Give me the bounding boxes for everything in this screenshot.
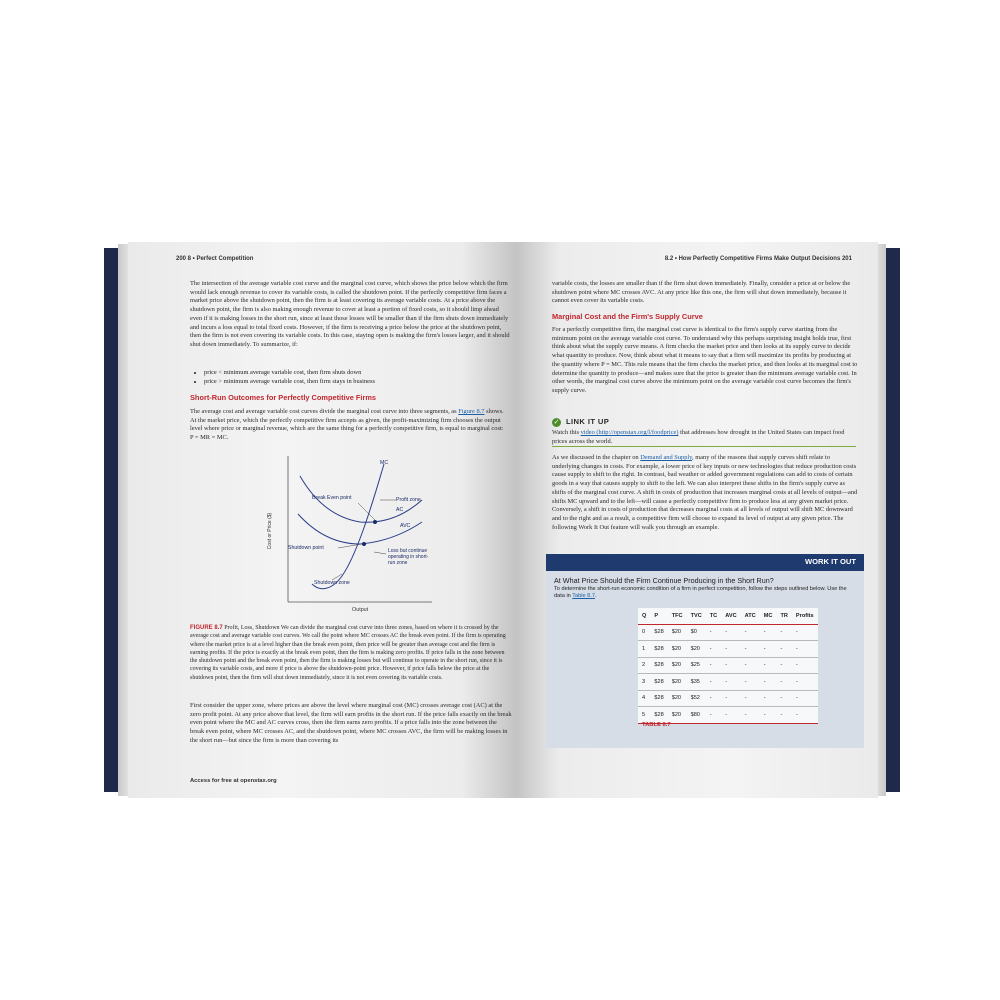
instructions-text-b: . <box>594 593 597 600</box>
table-cell: - <box>792 690 818 707</box>
break-even-point-marker <box>373 520 377 524</box>
para3-text-a: As we discussed in the chapter on <box>552 454 639 461</box>
table-cell: - <box>792 657 818 674</box>
table-cell: - <box>741 657 760 674</box>
table-cell: - <box>721 707 740 724</box>
table-cell: - <box>741 624 760 641</box>
page-footer: Access for free at openstax.org <box>190 778 277 784</box>
column-header: TFC <box>668 608 687 624</box>
table-cell: 1 <box>638 641 650 658</box>
para2-text-b: shows. At the market price, which the perfectly competitive firm accepts as given, the profit-maximizing firm chooses the output level where price or marginal revenue, which are the same thing for a perfectly competitive firm, is equal to marginal cost: P = MR = MC. <box>190 408 504 442</box>
column-header: Profits <box>792 608 818 624</box>
work-it-out-header <box>546 554 864 571</box>
table-8-7-link[interactable]: Table 8.7 <box>572 593 595 600</box>
left-running-head: 200 8 • Perfect Competition <box>176 256 254 262</box>
table-row <box>638 690 818 707</box>
right-paragraph-1: variable costs, the losses are smaller than if the firm shut down immediately. Finally, consider a price at or below the shutdown point where MC crosses AVC. At any price like this one, the firm will shut down immediately, because it cannot even cover its variable costs. <box>552 280 851 305</box>
loss-zone-leader <box>374 552 386 554</box>
table-cell: $20 <box>668 690 687 707</box>
column-header: TVC <box>687 608 706 624</box>
ac-label: AC <box>396 507 404 513</box>
table-row <box>638 707 818 724</box>
table-cell: - <box>776 657 791 674</box>
table-cell: - <box>741 707 760 724</box>
table-cell: - <box>776 624 791 641</box>
table-cell: $28 <box>650 707 667 724</box>
table-cell: $20 <box>687 641 706 658</box>
table-cell: - <box>721 690 740 707</box>
left-page <box>128 242 516 798</box>
figure-caption <box>190 624 512 682</box>
table-cell: - <box>776 707 791 724</box>
mc-curve <box>312 464 384 589</box>
table-cell: - <box>760 624 777 641</box>
table-cell: - <box>792 674 818 691</box>
work-it-out-box <box>546 554 864 748</box>
table-cell: - <box>706 657 721 674</box>
table-cell: $20 <box>668 641 687 658</box>
work-it-out-title: WORK IT OUT <box>804 557 856 566</box>
table-cell: - <box>760 657 777 674</box>
break-even-label: Break Even point <box>312 495 352 501</box>
para3-text-b: , many of the reasons that supply curves shift relate to underlying changes in costs. For example, a lower price of key inputs or new technologies that reduce production costs cause supply to shift to the right. In contrast, bad weather or added government regulations can add to costs of certain goods in a way that causes supply to shift to the left. We can also interpret these shifts in the firm's supply curve as shifts of the marginal cost curve. A shift in costs of production that increases marginal costs at all levels of output—and shifts MC upward and to the left—will cause a perfectly competitive firm to produce less at any given market price. Conversely, a shift in costs of production that decreases marginal costs at all levels of output will shift MC downward and to the right and as a result, a competitive firm will choose to expand its level of output at any given price. The following Work It Out feature will walk you through an example. <box>552 454 858 531</box>
table-cell: - <box>760 707 777 724</box>
table-cell: - <box>760 641 777 658</box>
table-row <box>638 657 818 674</box>
break-even-leader <box>358 503 375 520</box>
table-cell: - <box>792 624 818 641</box>
right-paragraph-2: For a perfectly competitive firm, the marginal cost curve is identical to the firm's supply curve starting from the minimum point on the average variable cost curve. To understand why this perhaps surprising insight holds true, first think about what the supply curve means. A firm checks the market price and then looks at its supply curve to decide what quantity to produce. Now, think about what it means to say that a firm will maximize its profits by producing at the quantity where P = MC. This rule means that the firm checks the market price, and then looks at its marginal cost to determine the quantity to produce—and makes sure that the price is greater than the minimum average variable cost. In other words, the marginal cost curve above the minimum point on the average variable cost curve becomes the firm's supply curve. <box>552 326 858 394</box>
left-paragraph-3: First consider the upper zone, where prices are above the level where marginal cost (MC) crosses average cost (AC) at the zero profit point. At any price above that level, the firm will earn profits in the short run. If the price falls exactly on the break even point where the MC and AC curves cross, then the firm earns zero profits. If a price falls into the zone between the break even point, where MC crosses AC, and the shutdown point, where MC crosses AVC, the firm will be making losses in the short run—but since the firm is more than covering its <box>190 702 512 744</box>
shutdown-point-label: Shutdown point <box>288 545 324 551</box>
table-8-7 <box>638 608 818 724</box>
table-cell: - <box>776 641 791 658</box>
table-cell: - <box>721 674 740 691</box>
table-cell: $20 <box>668 624 687 641</box>
table-cell: $20 <box>668 707 687 724</box>
table-cell: $0 <box>687 624 706 641</box>
table-cell: $80 <box>687 707 706 724</box>
link-icon: ✓ <box>553 418 560 426</box>
figure-8-7 <box>267 452 436 620</box>
table-cell: - <box>721 641 740 658</box>
table-cell: $28 <box>650 674 667 691</box>
left-paragraph-1: The intersection of the average variable cost curve and the marginal cost curve, which shows the price below which the firm would lack enough revenue to cover its variable costs, is called the shutdown point. If the perfectly competitive firm faces a market price above the shutdown point, then the firm is at least covering its average variable costs. At a price above the shutdown point, the firm is also making enough revenue to cover at least a portion of fixed costs, so it should limp ahead even if it is making losses in the short run, since at least those losses will be smaller than if the firm shuts down immediately and incurs a loss equal to total fixed costs. However, if the firm is receiving a price below the price at the shutdown point, then the firm is not even covering its variable costs. In this case, staying open is making the firm's losses larger, and it should shut down immediately. To summarize, if: <box>190 280 510 348</box>
bullet-item: • price < minimum average variable cost, then firm shuts down <box>204 368 504 377</box>
work-it-out-question: At What Price Should the Firm Continue Producing in the Short Run? <box>554 576 774 585</box>
table-cell: - <box>721 657 740 674</box>
table-cell: - <box>760 690 777 707</box>
figure-caption-label: FIGURE 8.7 <box>190 625 223 631</box>
table-cell: - <box>706 707 721 724</box>
para2-text-a: The average cost and average variable cost curves divide the marginal cost curve into three segments, as <box>190 408 457 415</box>
column-header: MC <box>760 608 777 624</box>
table-row <box>638 674 818 691</box>
left-paragraph-2 <box>190 408 508 443</box>
table-cell: - <box>706 690 721 707</box>
linkup-text-a: Watch this <box>552 429 579 436</box>
table-cell: 5 <box>638 707 650 724</box>
column-header: ATC <box>741 608 760 624</box>
instructions-text-a: To determine the short-run economic condition of a firm in perfect competition, follow the steps outlined below. Use the data in <box>554 586 847 600</box>
table-cell: $25 <box>687 657 706 674</box>
table-cell: - <box>792 707 818 724</box>
summary-bullet-list <box>194 368 504 386</box>
section-heading-supply-curve: Marginal Cost and the Firm's Supply Curve <box>552 312 703 321</box>
figure-caption-text: Profit, Loss, Shutdown We can divide the marginal cost curve into three zones, based on where it is crossed by the average cost and average variable cost curves. We call the point where MC crosses AC the break even point. If the firm is operating where the market price is at a level higher than the break even point, then price will be greater than average cost and the firm is earning profits. If the price is exactly at the break even point, then the firm is making zero profits. If price falls in the zone between the shutdown point and the break even point, then the firm is making losses but will continue to operate in the short run, since it is covering its variable costs, and more if price is above the shutdown-point price. However, if price falls below the price at the shutdown point, then the firm will shut down immediately, since it is not even covering its variable costs. <box>190 625 506 681</box>
bullet-item: • price > minimum average variable cost, then firm stays in business <box>204 377 504 386</box>
table-cell: 2 <box>638 657 650 674</box>
table-cell: - <box>776 690 791 707</box>
video-link[interactable]: video (http://openstax.org/l/foodprice) <box>580 429 679 436</box>
table-row <box>638 641 818 658</box>
shutdown-zone-label: Shutdown zone <box>314 580 350 586</box>
shutdown-leader <box>338 544 362 548</box>
profit-zone-label: Profit zone <box>396 497 421 503</box>
table-cell: - <box>721 624 740 641</box>
column-header: Q <box>638 608 650 624</box>
table-caption: TABLE 8.7 <box>642 722 671 728</box>
x-axis-label: Output <box>352 607 369 613</box>
table-cell: $20 <box>668 674 687 691</box>
table-cell: - <box>741 641 760 658</box>
cost-curves-chart <box>276 452 436 620</box>
table-header-row <box>638 608 818 624</box>
table-cell: 0 <box>638 624 650 641</box>
table-cell: $28 <box>650 657 667 674</box>
table-cell: - <box>706 674 721 691</box>
right-paragraph-3 <box>552 454 858 532</box>
table-cell: - <box>706 641 721 658</box>
table-cell: 4 <box>638 690 650 707</box>
table-cell: - <box>741 674 760 691</box>
y-axis-label: Cost or Price ($) <box>267 512 274 550</box>
table-cell: - <box>706 624 721 641</box>
table-cell: $28 <box>650 690 667 707</box>
figure-8-7-link[interactable]: Figure 8.7 <box>458 408 485 415</box>
table-cell: - <box>741 690 760 707</box>
table-cell: $35 <box>687 674 706 691</box>
section-heading-short-run: Short-Run Outcomes for Perfectly Competitive Firms <box>190 393 377 402</box>
link-it-up-title: LINK IT UP <box>566 417 610 426</box>
right-page <box>516 242 878 798</box>
table-cell: - <box>776 674 791 691</box>
shutdown-point-marker <box>362 542 366 546</box>
link-it-up-text <box>552 429 856 446</box>
table-row <box>638 624 818 641</box>
right-running-head: 8.2 • How Perfectly Competitive Firms Make Output Decisions 201 <box>664 256 852 262</box>
open-textbook <box>104 242 900 798</box>
column-header: TR <box>776 608 791 624</box>
table-cell: - <box>760 674 777 691</box>
table-cell: 3 <box>638 674 650 691</box>
column-header: P <box>650 608 667 624</box>
table-cell: $20 <box>668 657 687 674</box>
table-cell: - <box>792 641 818 658</box>
loss-zone-label: Loss but continue operating in short-run zone <box>388 548 429 566</box>
mc-label: MC <box>380 460 389 466</box>
avc-label: AVC <box>400 523 411 529</box>
table-cell: $28 <box>650 624 667 641</box>
column-header: AVC <box>721 608 740 624</box>
demand-and-supply-link[interactable]: Demand and Supply <box>640 454 692 461</box>
work-it-out-instructions <box>554 586 854 601</box>
linkup-text-b: that addresses how drought in the United States can impact food prices across the world. <box>552 429 845 445</box>
table-cell: $28 <box>650 641 667 658</box>
table-cell: $52 <box>687 690 706 707</box>
column-header: TC <box>706 608 721 624</box>
link-it-up-box <box>552 418 856 447</box>
